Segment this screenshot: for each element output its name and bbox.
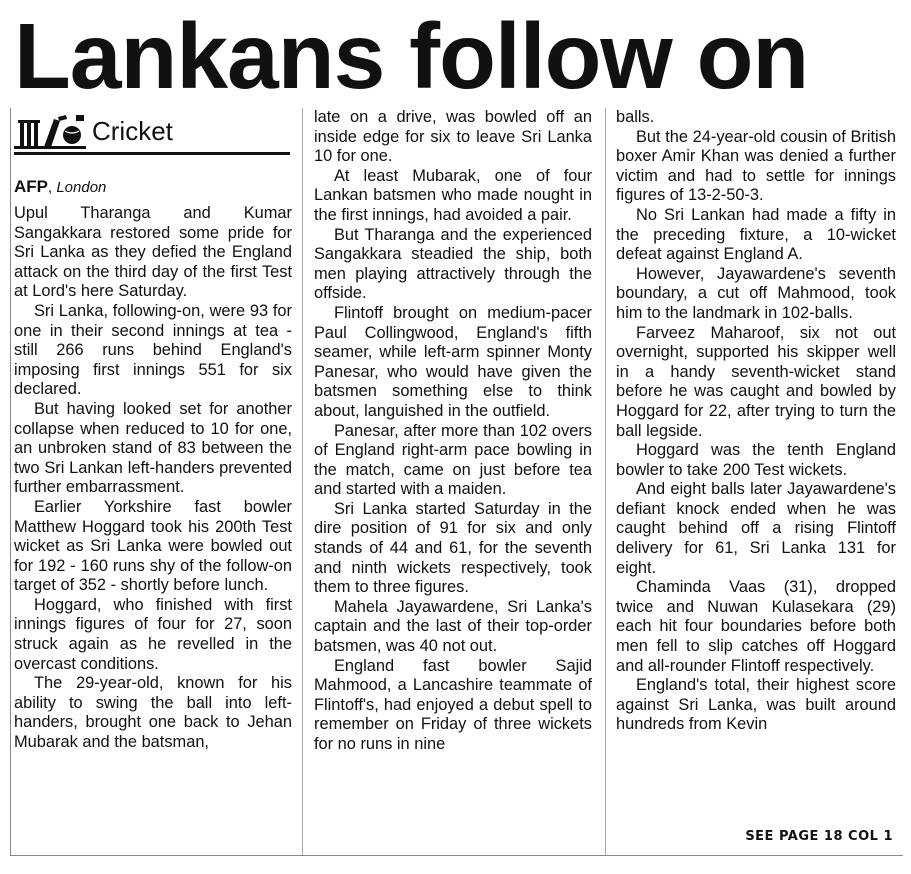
byline-agency: AFP — [14, 177, 48, 196]
article-paragraph: England fast bowler Sajid Mahmood, a Lancashire teammate of Flintoff's, had enjoyed a debut spell to remember on Friday of three wickets for no runs in nine — [314, 656, 592, 753]
section-label: Cricket — [92, 115, 173, 146]
article-paragraph: Hoggard was the tenth England bowler to take 200 Test wickets. — [616, 441, 896, 479]
byline: AFP, London — [14, 177, 107, 196]
continuation-jump: SEE PAGE 18 COL 1 — [745, 829, 893, 844]
article-paragraph: balls. — [616, 108, 655, 126]
article-paragraph: But Tharanga and the experienced Sangakkara steadied the ship, both men playing attractively through the offside. — [314, 225, 592, 303]
article-paragraph: Farveez Maharoof, six not out overnight, supported his skipper well in a handy seventh-wicket stand before he was caught and bowled by Hoggard for 22, after trying to turn the ball legside. — [616, 323, 896, 440]
article-paragraph: At least Mubarak, one of four Lankan batsmen who made nought in the first innings, had avoided a pair. — [314, 166, 592, 224]
article-paragraph: Chaminda Vaas (31), dropped twice and Nuwan Kulasekara (29) each hit four boundaries before both men fell to slip catches off Hoggard and all-rounder Flintoff respectively. — [616, 578, 896, 675]
column-1 — [14, 108, 292, 854]
column-divider — [302, 108, 303, 856]
byline-location: London — [56, 179, 107, 196]
bottom-border — [10, 855, 903, 856]
article-paragraph: England's total, their highest score against Sri Lanka, was built around hundreds from Kevin — [616, 676, 896, 734]
article-paragraph: late on a drive, was bowled off an inside edge for six to leave Sri Lanka 10 for one. — [314, 108, 592, 166]
section-header — [14, 110, 290, 155]
article-paragraph: Earlier Yorkshire fast bowler Matthew Hoggard took his 200th Test wicket as Sri Lanka were bowled out for 192 - 160 runs shy of the follow-on target of 352 - shortly before lunch. — [14, 497, 292, 595]
column-3 — [616, 108, 896, 854]
headline: Lankans follow on — [14, 4, 809, 108]
article-paragraph: The 29-year-old, known for his ability to swing the ball into left-handers, brought one back to Jehan Mubarak and the batsman, — [14, 674, 292, 752]
article-paragraph: Sri Lanka started Saturday in the dire position of 91 for six and only stands of 44 and 61, for the seventh and ninth wickets respectively, took them to three figures. — [314, 499, 592, 597]
article-paragraph: But the 24-year-old cousin of British boxer Amir Khan was denied a further victim and had to settle for innings figures of 13-2-50-3. — [616, 127, 896, 205]
article-paragraph: Hoggard, who finished with first innings figures of four for 27, soon struck again as he revelled in the overcast conditions. — [14, 595, 292, 673]
cricket-stumps-bat-ball-icon — [14, 113, 86, 149]
article-paragraph: However, Jayawardene's seventh boundary, a cut off Mahmood, took him to the landmark in 102-balls. — [616, 264, 896, 322]
left-border — [10, 108, 11, 856]
article-paragraph: No Sri Lankan had made a fifty in the preceding fixture, a 10-wicket defeat against England A. — [616, 205, 896, 264]
article-paragraph: But having looked set for another collapse when reduced to 10 for one, an unbroken stand of 83 between the two Sri Lankan left-handers prevented further embarrassment. — [14, 399, 292, 497]
article-paragraph: Mahela Jayawardene, Sri Lanka's captain and the last of their top-order batsmen, was 40 not out. — [314, 597, 592, 656]
article-paragraph: Sri Lanka, following-on, were 93 for one in their second innings at tea - still 266 runs behind England's imposing first innings 551 for six declared. — [14, 301, 292, 399]
article-paragraph: And eight balls later Jayawardene's defiant knock ended when he was caught behind off a rising Flintoff delivery for 61, Sri Lanka 131 for eight. — [616, 480, 896, 577]
article-paragraph: Panesar, after more than 102 overs of England right-arm pace bowling in the match, came on just before tea and started with a maiden. — [314, 421, 592, 499]
article-paragraph: Upul Tharanga and Kumar Sangakkara restored some pride for Sri Lanka as they defied the England attack on the third day of the first Test at Lord's here Saturday. — [14, 204, 292, 301]
column-divider — [605, 108, 606, 856]
article-paragraph: Flintoff brought on medium-pacer Paul Collingwood, England's fifth seamer, while left-arm spinner Monty Panesar, who would have given the batsmen something else to think about, languished in the outfield. — [314, 303, 592, 420]
column-2 — [314, 108, 592, 854]
